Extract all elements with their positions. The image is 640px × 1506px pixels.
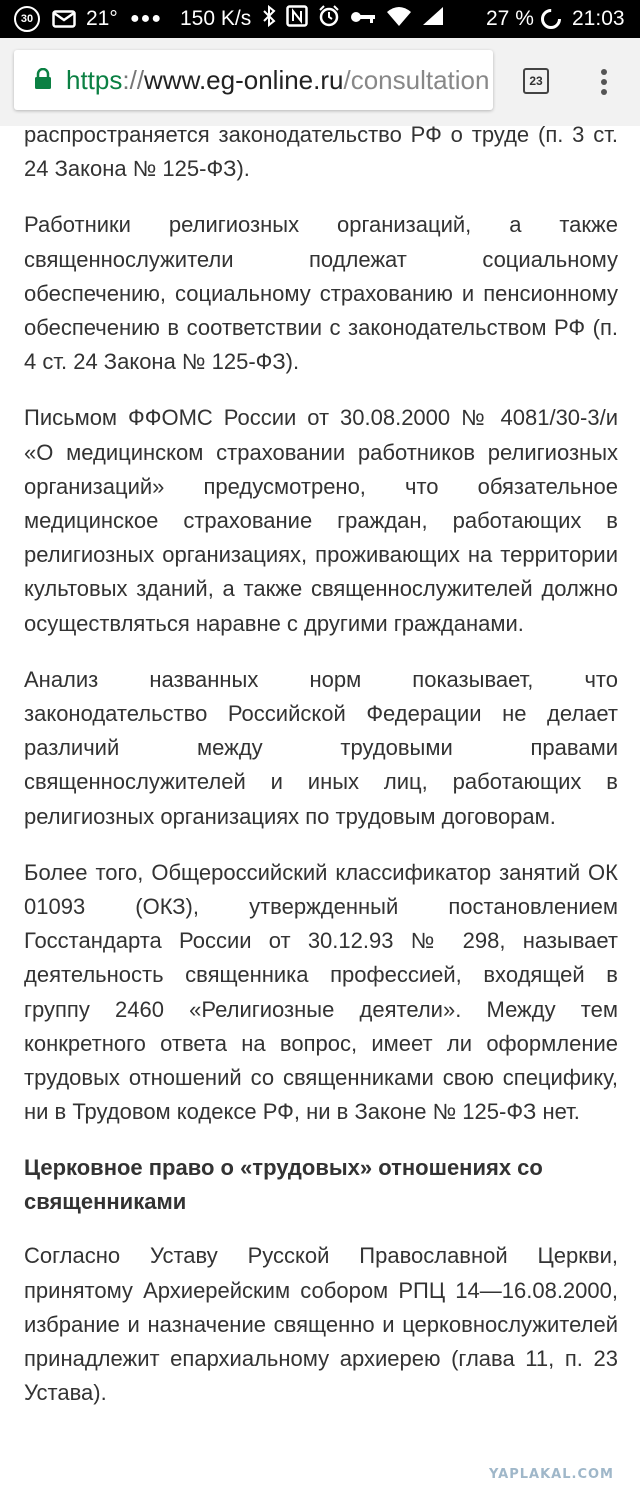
temperature-label: 21° bbox=[86, 7, 118, 30]
network-speed-label: 150 K/s bbox=[180, 7, 252, 30]
status-bar bbox=[0, 0, 640, 38]
url-bar[interactable] bbox=[14, 50, 493, 110]
url-path: /consultation bbox=[343, 65, 490, 95]
article-paragraph: Работники религиозных организаций, а также священнослужители подлежат социальному обеспечению, социальному страхованию и пенсионному обеспечению в соответствии с законодательством РФ (п. 4 ст. 24 Закона № 125-ФЗ). bbox=[24, 212, 618, 375]
key-icon bbox=[350, 7, 376, 31]
article-paragraph: Более того, Общероссийский классификатор занятий ОК 01093 (ОКЗ), утвержденный постановлением Госстандарта России от 30.12.93 № 298, называет деятельность священника профессией, входящей в группу 2460 «Религиозные деятели». Между тем конкретного ответа на вопрос, имеет ли оформление трудовых отношений со священниками свою специфику, ни в Трудовом кодексе РФ, ни в Законе № 125-ФЗ нет. bbox=[24, 859, 618, 1125]
url-text[interactable] bbox=[66, 50, 489, 110]
nfc-icon bbox=[286, 5, 308, 33]
url-separator: :// bbox=[122, 65, 145, 95]
wifi-icon bbox=[386, 6, 412, 32]
more-dots-icon: ●●● bbox=[130, 10, 162, 27]
battery-percent-label: 27 % bbox=[486, 7, 534, 30]
status-icons-group bbox=[262, 0, 444, 38]
url-host: www.eg-online.ru bbox=[144, 65, 344, 95]
article-body bbox=[24, 118, 618, 1433]
section-heading: Церковное право о «трудовых» отношениях со священниками bbox=[24, 1155, 543, 1215]
alarm-icon bbox=[318, 5, 340, 33]
browser-toolbar bbox=[0, 38, 640, 126]
article-paragraph: распространяется законодательство РФ о труде (п. 3 ст. 24 Закона № 125-ФЗ). bbox=[24, 122, 618, 182]
clock: 21:03 bbox=[572, 7, 625, 30]
overflow-menu-icon[interactable] bbox=[590, 64, 618, 100]
article-paragraph: Анализ названных норм показывает, что законодательство Российской Федерации не делает различий между трудовыми правами священнослужителей и иных лиц, работающих в религиозных организациях по трудовым договорам. bbox=[24, 666, 618, 829]
signal-icon bbox=[422, 6, 444, 32]
bluetooth-icon bbox=[262, 5, 276, 33]
notification-badge-icon: 30 bbox=[14, 6, 40, 32]
battery-icon bbox=[540, 0, 562, 38]
watermark-logo: YAPLAKAL.COM bbox=[489, 1467, 614, 1482]
article-paragraph: Письмом ФФОМС России от 30.08.2000 № 4081/30-3/и «О медицинском страховании работников религиозных организаций» предусмотрено, что обязательное медицинское страхование граждан, работающих в религиозных организациях, проживающих на территории культовых зданий, а также священнослужителей должно осуществляться наравне с другими гражданами. bbox=[24, 405, 618, 636]
article-paragraph: Согласно Уставу Русской Православной Церкви, принятому Архиерейским собором РПЦ 14—16.08.2000, избрание и назначение священно и церковнослужителей принадлежит епархиальному архиерею (глава 11, п. 23 Устава). bbox=[24, 1243, 618, 1406]
tab-switcher-button[interactable]: 23 bbox=[523, 68, 549, 94]
mail-icon bbox=[52, 0, 76, 38]
lock-icon bbox=[34, 68, 52, 95]
url-scheme: https bbox=[66, 65, 123, 95]
